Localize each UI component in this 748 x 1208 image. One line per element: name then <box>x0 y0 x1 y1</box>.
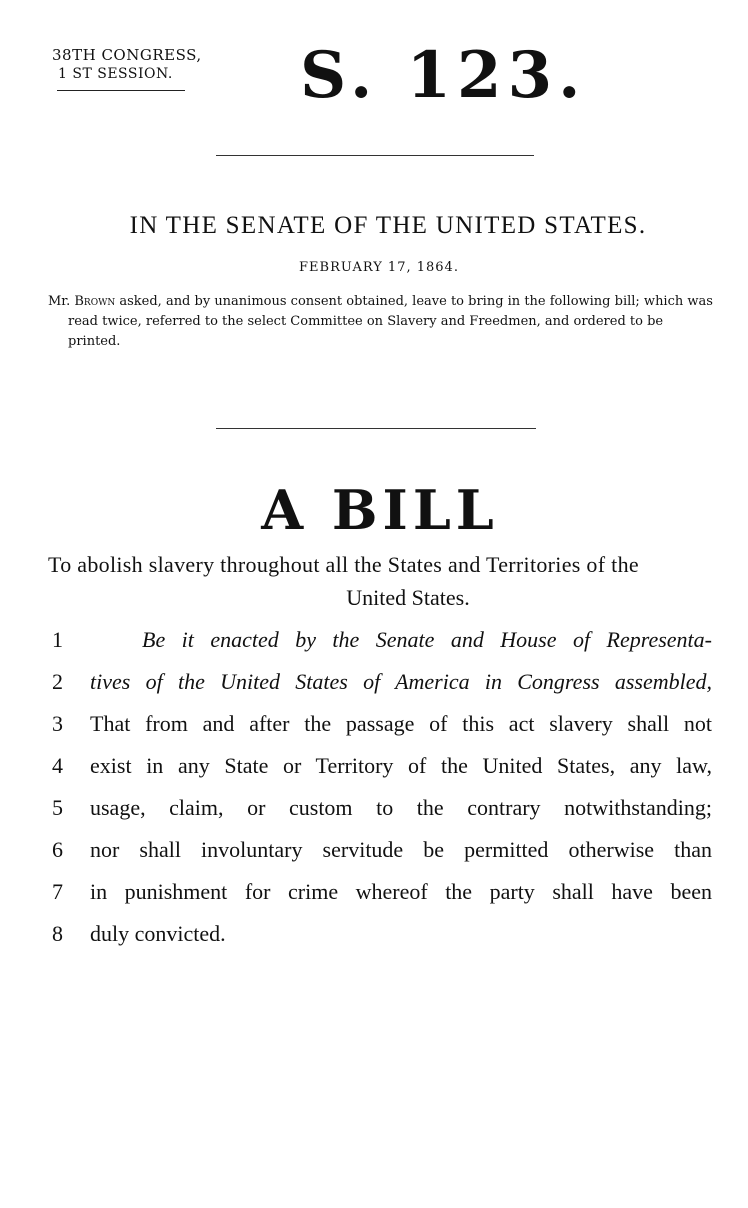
line-text: Be it enacted by the Senate and House of Representa- <box>142 627 712 652</box>
text-line <box>48 709 712 751</box>
line-number: 8 <box>52 921 63 946</box>
bill-title <box>48 548 712 614</box>
line-number: 6 <box>52 837 63 862</box>
senate-heading: IN THE SENATE OF THE UNITED STATES. <box>129 212 647 239</box>
session-divider <box>57 90 185 91</box>
text-line <box>48 835 712 877</box>
header-divider <box>216 155 534 156</box>
bill-title-line-2: United States. <box>346 585 470 610</box>
line-text: nor shall involuntary servitude be permitted otherwise than <box>90 837 712 862</box>
line-text: tives of the United States of America in Congress assembled, <box>90 669 712 694</box>
bill-number: S. 123. <box>300 38 587 113</box>
bill-text <box>48 625 712 961</box>
line-text: That from and after the passage of this act slavery shall not <box>90 711 712 736</box>
line-number: 2 <box>52 669 63 694</box>
section-divider <box>216 428 536 429</box>
text-line <box>48 667 712 709</box>
line-number: 5 <box>52 795 63 820</box>
bill-title-line-1: To abolish slavery throughout all the States and Territories of the <box>48 552 639 577</box>
date-line: FEBRUARY 17, 1864. <box>299 260 459 275</box>
line-text: duly convicted. <box>90 921 226 946</box>
line-text: usage, claim, or custom to the contrary notwithstanding; <box>90 795 712 820</box>
session-label: 1 ST SESSION. <box>58 66 173 82</box>
line-number: 7 <box>52 879 63 904</box>
line-text: exist in any State or Territory of the United States, any law, <box>90 753 712 778</box>
line-number: 4 <box>52 753 63 778</box>
line-number: 3 <box>52 711 63 736</box>
text-line <box>48 625 712 667</box>
intro-text: asked, and by unanimous consent obtained, leave to bring in the following bill; which was read twice, referred to the select Committee on Slavery and Freedmen, and ordered to be printed. <box>68 294 713 349</box>
congress-label: 38TH CONGRESS, <box>52 46 202 64</box>
text-line <box>48 877 712 919</box>
senator-name: Brown <box>74 294 116 309</box>
text-line <box>48 793 712 835</box>
text-line <box>48 919 712 961</box>
line-text: in punishment for crime whereof the party shall have been <box>90 879 712 904</box>
bill-heading: A BILL <box>261 478 499 542</box>
intro-paragraph <box>48 292 718 352</box>
line-number: 1 <box>52 627 63 652</box>
intro-prefix: Mr. <box>48 294 71 309</box>
text-line <box>48 751 712 793</box>
